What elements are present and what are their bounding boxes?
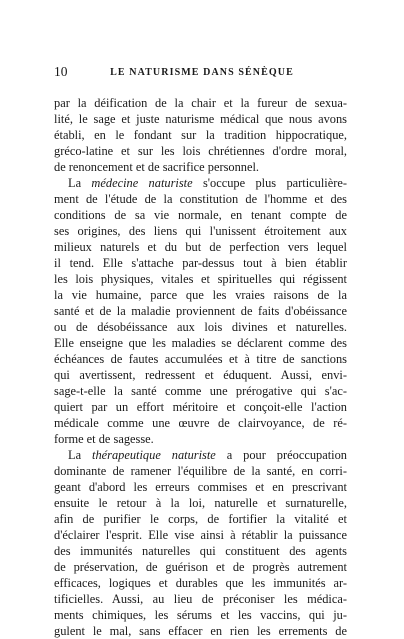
text-line: établi, en le fondant sur la tradition hippocratique,: [54, 128, 347, 142]
page-header: [54, 64, 350, 82]
text-line: gulent le mal, sans effacer en rien les errements de: [54, 624, 347, 638]
text-line: lité, le sage et juste naturisme médical que nous avons: [54, 112, 347, 126]
text-line: geant d'abord les erreurs commises et en prescrivant: [54, 480, 347, 494]
text-line: de renoncement et de sacrifice personnel.: [54, 160, 260, 174]
text-line: afin de purifier le corps, de fortifier la vitalité et: [54, 512, 347, 526]
text-line: des immunités naturelles qui constituent des agents: [54, 544, 347, 558]
text-line: sage-t-elle la santé comme une prérogative qui s'ac-: [54, 384, 347, 398]
text-line-with-emphasis: La médecine naturiste s'occupe plus particulière-: [68, 176, 347, 190]
text-line: quiert par un effort méritoire et conçoit-elle l'action: [54, 400, 347, 414]
text-line: dominante de ramener l'équilibre de la santé, en corri-: [54, 464, 347, 478]
text-line: de préservation, de guérison et de progrès autrement: [54, 560, 347, 574]
text-line-with-emphasis: La thérapeutique naturiste a pour préoccupation: [68, 448, 347, 462]
text-line: milieux naturels et du but de perfection vers lequel: [54, 240, 347, 254]
text-line: ments chimiques, les sérums et les vaccins, qui ju-: [54, 608, 347, 622]
text-line: échéances de fautes accumulées et à titre de sanctions: [54, 352, 347, 366]
text-line: la vie humaine, parce que les vraies raisons de la: [54, 288, 347, 302]
text-line: il tend. Elle s'attache par-dessus tout à bien établir: [54, 256, 347, 270]
text-line: gréco-latine et sur les lois chrétiennes d'ordre moral,: [54, 144, 347, 158]
text-line: médicale comme une œuvre de clairvoyance, de ré-: [54, 416, 347, 430]
text-line: efficaces, logiques et durables que les immunités ar-: [54, 576, 347, 590]
text-line: forme et de sagesse.: [54, 432, 154, 446]
text-line: ses origines, des liens qui l'unissent étroitement aux: [54, 224, 347, 238]
text-line: Elle enseigne que les maladies se déclarent comme des: [54, 336, 347, 350]
text-line: ou de désobéissance aux lois divines et naturelles.: [54, 320, 347, 334]
text-line: ensuite le retour à la loi, naturelle et surnaturelle,: [54, 496, 347, 510]
text-line: les lois physiques, vitales et spirituelles qui régissent: [54, 272, 347, 286]
text-line: conditions de sa vie normale, en tenant compte de: [54, 208, 347, 222]
text-line: qui avertissent, redressent et éduquent. Aussi, envi-: [54, 368, 347, 382]
text-line: tificielles. Aussi, au lieu de préconiser les médica-: [54, 592, 347, 606]
text-line: ment de l'étude de la constitution de l'homme et des: [54, 192, 347, 206]
page-number: 10: [54, 64, 68, 79]
body-text: [54, 95, 347, 639]
italic-term: médecine naturiste: [91, 176, 193, 190]
running-title: LE NATURISME DANS SÉNÈQUE: [110, 67, 294, 78]
italic-term: thérapeutique naturiste: [92, 448, 216, 462]
text-line: santé et de la maladie proviennent de faits d'obéissance: [54, 304, 347, 318]
text-line: d'éclairer l'esprit. Elle vise ainsi à rétablir la puissance: [54, 528, 347, 542]
text-line: par la déification de la chair et la fureur de sexua-: [54, 96, 347, 110]
